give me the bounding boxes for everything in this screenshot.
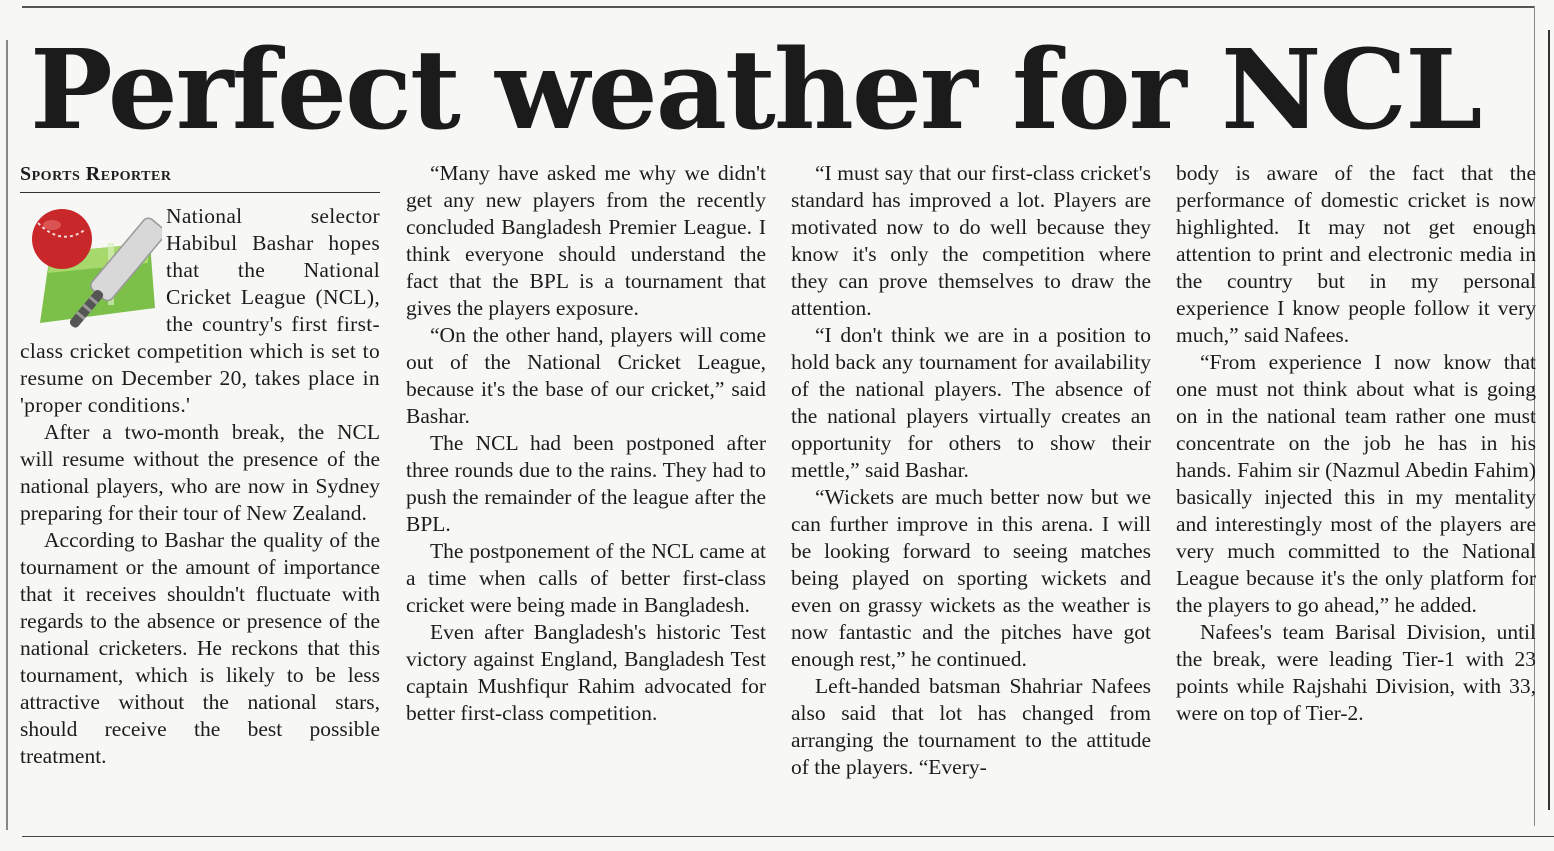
- paragraph: “On the other hand, players will come out of the National Cricket League, because it's the base of our cricket,” said Bashar.: [406, 323, 766, 428]
- headline: Perfect weather for NCL: [30, 25, 1481, 154]
- article-column-4: [1176, 160, 1536, 727]
- paragraph: The postponement of the NCL came at a time when calls of better first-class cricket were being made in Bangladesh.: [406, 539, 766, 617]
- top-rule: [22, 6, 1534, 8]
- paragraph: After a two-month break, the NCL will resume without the presence of the national players, who are now in Sydney preparing for their tour of New Zealand.: [20, 420, 380, 525]
- right-edge-rule: [1548, 30, 1550, 810]
- article-column-2: [406, 160, 766, 727]
- paragraph: Nafees's team Barisal Division, until the break, were leading Tier-1 with 23 points while Rajshahi Division, with 33, were on top of Tier-2.: [1176, 620, 1536, 725]
- paragraph: The NCL had been postponed after three rounds due to the rains. They had to push the remainder of the league after the BPL.: [406, 431, 766, 536]
- paragraph: Left-handed batsman Shahriar Nafees also said that lot has changed from arranging the tournament to the attitude of the players. “Every-: [791, 674, 1151, 779]
- paragraph: National selector Habibul Bashar hopes that the National Cricket League (NCL), the country's first first-class cricket competition which is set to resume on December 20, takes place in 'proper conditions.': [20, 204, 380, 417]
- bottom-rule: [22, 836, 1554, 837]
- paragraph: “From experience I now know that one must not think about what is going on in the national team rather one must concentrate on the job he has in his hands. Fahim sir (Nazmul Abedin Fahim) basically injected this in my mentality and interestingly most of the players are very much committed to the National League because it's the only platform for the players to go ahead,” he added.: [1176, 350, 1536, 617]
- paragraph: “I don't think we are in a position to hold back any tournament for availability of the national players. The absence of the national players virtually creates an opportunity for others to show their mettle,” said Bashar.: [791, 323, 1151, 482]
- left-rule: [6, 40, 8, 830]
- article-column-1: [20, 160, 380, 770]
- paragraph: “I must say that our first-class cricket's standard has improved a lot. Players are motivated now to do well because they know it's only the competition where they can prove themselves to draw the attention.: [791, 161, 1151, 320]
- paragraph: “Wickets are much better now but we can further improve in this arena. I will be looking forward to seeing matches being played on sporting wickets and even on grassy wickets as the weather is now fantastic and the pitches have got enough rest,” he continued.: [791, 485, 1151, 671]
- paragraph: body is aware of the fact that the performance of domestic cricket is now highlighted. It may not get enough attention to print and electronic media in the country but in my personal experience I know people follow it very much,” said Nafees.: [1176, 161, 1536, 347]
- paragraph: Even after Bangladesh's historic Test victory against England, Bangladesh Test captain Mushfiqur Rahim advocated for better first-class competition.: [406, 620, 766, 725]
- byline: Sports Reporter: [20, 160, 380, 193]
- cricket-ball-bat-icon: [20, 203, 162, 338]
- article-column-3: [791, 160, 1151, 781]
- paragraph: According to Bashar the quality of the tournament or the amount of importance that it receives shouldn't fluctuate with regards to the absence or presence of the national cricketers. He reckons that this tournament, which is likely to be less attractive without the national stars, should receive the best possible treatment.: [20, 528, 380, 768]
- paragraph: “Many have asked me why we didn't get any new players from the recently concluded Bangladesh Premier League. I think everyone should understand the fact that the BPL is a tournament that gives the players exposure.: [406, 161, 766, 320]
